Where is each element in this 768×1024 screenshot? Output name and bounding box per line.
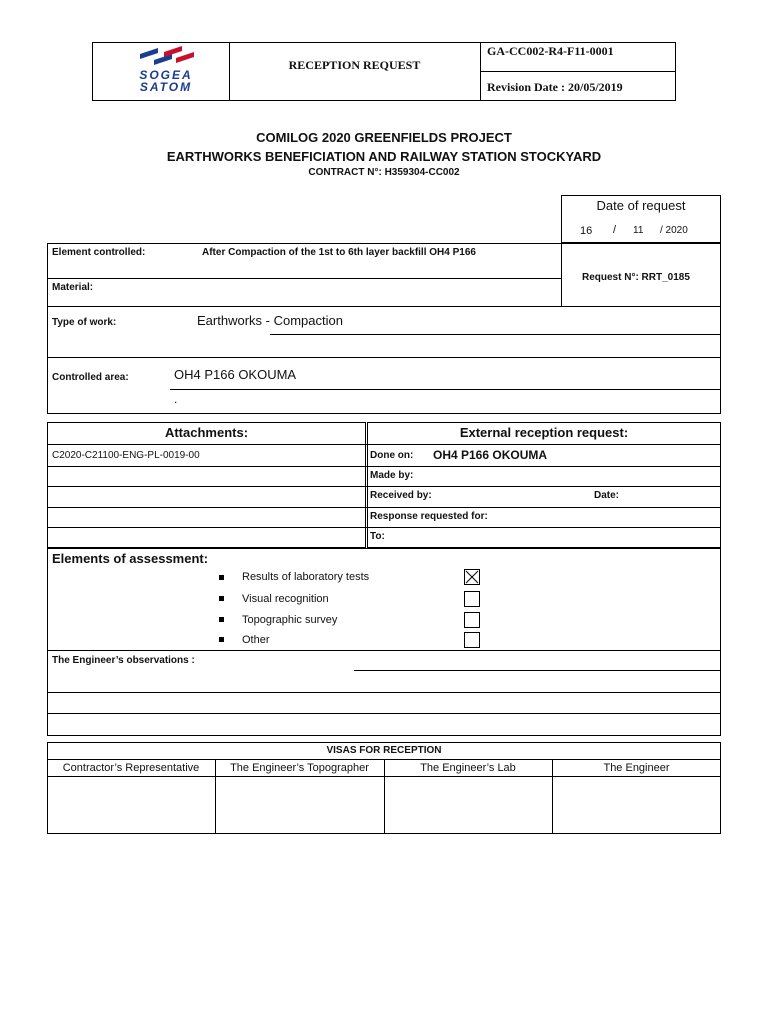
- bullet-icon: [219, 637, 224, 642]
- row-line-3: [270, 334, 721, 335]
- project-subtitle: EARTHWORKS BENEFICIATION AND RAILWAY STATION STOCKYARD: [166, 149, 602, 164]
- att-line-2: [47, 466, 721, 467]
- obs-line-3: [47, 713, 721, 714]
- work-type-label: Type of work:: [52, 317, 117, 328]
- att-line-4: [47, 507, 721, 508]
- assessment-item-other: Other: [242, 634, 270, 646]
- area-value: OH4 P166 OKOUMA: [174, 367, 297, 382]
- date-sep-1: /: [613, 224, 617, 236]
- checkbox-other[interactable]: [464, 632, 480, 648]
- assess-line: [47, 650, 721, 651]
- visa-col-lab: The Engineer’s Lab: [420, 762, 516, 774]
- logo-mark-icon: [136, 46, 196, 68]
- element-label: Element controlled:: [52, 247, 146, 258]
- row-line-2: [47, 306, 721, 307]
- visa-col-topographer: The Engineer’s Topographer: [230, 762, 369, 774]
- logo-text-2: SATOM: [139, 80, 193, 94]
- contract-number: CONTRACT N°: H359304-CC002: [308, 167, 460, 178]
- done-on-value: OH4 P166 OKOUMA: [433, 448, 548, 462]
- assessment-item-topo: Topographic survey: [242, 614, 338, 626]
- assessment-box: [47, 548, 721, 736]
- obs-line-2: [47, 692, 721, 693]
- element-value: After Compaction of the 1st to 6th layer backfill OH4 P166: [202, 247, 476, 258]
- area-label: Controlled area:: [52, 372, 129, 383]
- received-by-label: Received by:: [370, 490, 432, 501]
- form-title: RECEPTION REQUEST: [288, 58, 421, 72]
- material-label: Material:: [52, 282, 94, 293]
- made-by-label: Made by:: [370, 470, 414, 481]
- logo-text-1: SOGEA: [139, 68, 193, 82]
- bullet-icon: [219, 617, 224, 622]
- to-label: To:: [370, 531, 385, 542]
- request-number: Request N°: RRT_0185: [582, 272, 690, 283]
- date-day: 16: [580, 225, 593, 237]
- checkbox-topographic-survey[interactable]: [464, 612, 480, 628]
- response-label: Response requested for:: [370, 511, 488, 522]
- visa-col-contractor: Contractor’s Representative: [62, 762, 200, 774]
- row-line-5: [170, 389, 721, 390]
- date-month: 11: [633, 225, 644, 236]
- obs-line-1: [354, 670, 721, 671]
- check-x-icon: [465, 570, 479, 584]
- att-line-5: [47, 527, 721, 528]
- row-line-4: [47, 357, 721, 358]
- done-on-label: Done on:: [370, 450, 414, 461]
- request-col-divider: [561, 243, 562, 306]
- external-box: [367, 422, 721, 548]
- att-line-3: [47, 486, 721, 487]
- header-divider-h: [480, 71, 676, 72]
- date-label: Date of request: [596, 198, 686, 213]
- checkbox-lab-tests[interactable]: [464, 569, 480, 585]
- checkbox-visual-recognition[interactable]: [464, 591, 480, 607]
- att-line-1: [47, 444, 721, 445]
- attachments-box: [47, 422, 366, 548]
- assessment-heading: Elements of assessment:: [52, 551, 209, 566]
- date-year: / 2020: [660, 225, 688, 236]
- assessment-item-lab: Results of laboratory tests: [242, 571, 370, 583]
- work-type-value: Earthworks - Compaction: [197, 313, 343, 328]
- attachment-item: C2020-C21100-ENG-PL-0019-00: [52, 450, 200, 461]
- visas-heading: VISAS FOR RECEPTION: [326, 745, 442, 756]
- doc-code: GA-CC002-R4-F11-0001: [487, 44, 614, 58]
- observations-label: The Engineer’s observations :: [52, 655, 195, 666]
- visa-col-engineer: The Engineer: [603, 762, 670, 774]
- date-received-label: Date:: [594, 490, 620, 501]
- company-logo: [118, 46, 214, 96]
- attachments-heading: Attachments:: [164, 425, 249, 440]
- area-value-2: .: [174, 392, 178, 406]
- project-title: COMILOG 2020 GREENFIELDS PROJECT: [256, 130, 512, 145]
- external-heading: External reception request:: [459, 425, 629, 440]
- assessment-item-visual: Visual recognition: [242, 593, 329, 605]
- bullet-icon: [219, 596, 224, 601]
- revision-date: Revision Date : 20/05/2019: [487, 80, 623, 94]
- bullet-icon: [219, 575, 224, 580]
- row-line-1: [47, 278, 561, 279]
